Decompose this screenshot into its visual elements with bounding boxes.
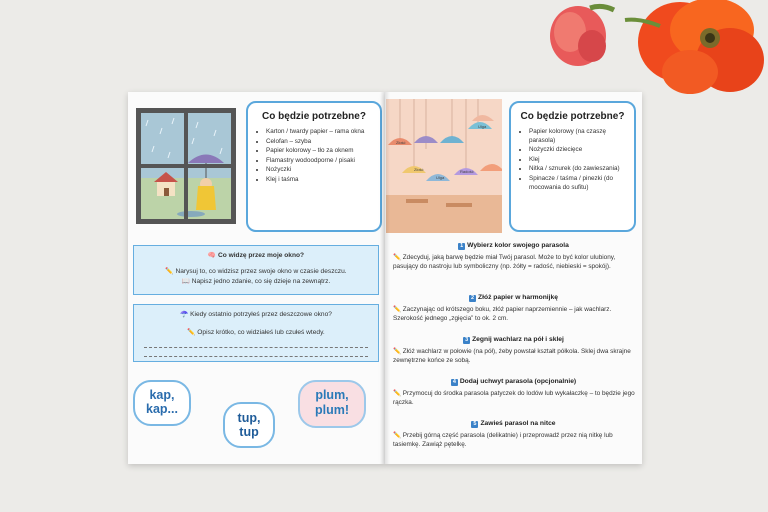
umbrella-label: Ulga [478,124,487,129]
answer-line [144,356,368,357]
prompt-line: 📖 Napisz jedno zdanie, co się dzieje na zewnątrz. [181,278,331,285]
materials-box [509,101,636,232]
step-number: 1 [460,243,464,249]
prompt-title: 🧠 Co widzę przez moje okno? [207,252,305,259]
step-title: 3 Zegnij wachlarz na pół i sklej [465,336,564,343]
list-item: • Nożyczki [266,166,374,175]
poppy-flower-image [530,0,768,100]
list-item: • Papier kolorowy – tło za oknem [266,147,374,156]
list-item: • Karton / twardy papier – rama okna [266,128,374,137]
speech-bubble: tup, tup [223,402,275,448]
umbrella-label: Radość [460,169,474,174]
list-item: • Nożyczki dziecięce [529,146,628,155]
step-title: 4 Dodaj uchwyt parasola (opcjonalnie) [452,378,577,385]
umbrellas-illustration [386,99,502,233]
rainy-window-illustration [136,108,236,224]
step-text: ✏️ Zdecyduj, jaką barwę będzie miał Twój parasol. Może to być kolor ulubiony, pasujący do nastroju lub symboliczny (np. żółty = radość, niebieski = spokój). [393,254,616,270]
prompt-line: ✏️ Opisz krótko, co widziałeś lub czułeś wtedy. [187,329,325,336]
umbrella-label: Ulga [436,175,445,180]
page-fold [380,92,390,464]
list-item: • Klej [529,156,628,165]
materials-list [254,128,374,185]
step-number: 3 [465,337,469,343]
materials-title: Co będzie potrzebne? [520,111,625,122]
booklet [128,92,642,464]
speech-bubble: plum, plum! [298,380,366,428]
list-item: • Klej i taśma [266,176,374,185]
list-item: • Papier kolorowy (na czaszę parasola) [529,128,628,145]
writing-prompt-box [133,304,379,362]
step-title: 5 Zawieś parasol na nitce [473,420,556,427]
materials-list [517,128,628,192]
prompt-line: ✏️ Narysuj to, co widzisz przez swoje okno w czasie deszczu. [165,268,347,275]
step-number: 2 [471,295,475,301]
step-number: 4 [452,379,456,385]
list-item: • Flamastry wodoodporne / pisaki [266,157,374,166]
step-title: 1 Wybierz kolor swojego parasola [460,242,569,249]
list-item: • Spinacze / taśma / pinezki (do mocowania do sufitu) [529,175,628,192]
umbrella-label: Złość [414,167,424,172]
left-page [128,92,385,464]
prompt-title: ☂️ Kiedy ostatnio potrzyłeś przez deszczowe okno? [180,311,332,318]
materials-title: Co będzie potrzebne? [262,111,366,122]
right-page [385,92,642,464]
list-item: • Celofan – szyba [266,138,374,147]
step-title: 2 Złóż papier w harmonijkę [471,294,558,301]
step-text: ✏️ Przymocuj do środka parasola patyczek do lodów lub wykałaczkę – to będzie jego rączka. [393,390,635,406]
umbrella-label: Złość [396,140,406,145]
step-number: 5 [473,421,477,427]
step-text: ✏️ Złóż wachlarz w połowie (na pół), żeby powstał kształt półkola. Sklej dwa skrajne zewnętrzne końce ze sobą. [393,348,631,364]
speech-bubble: kap, kap... [133,380,191,426]
step-text: ✏️ Przebij górną część parasola (delikatnie) i przeprowadź przez nią nitkę lub tasiemkę. Zawiąż pętelkę. [393,432,613,448]
answer-line [144,347,368,348]
step-text: ✏️ Zaczynając od krótszego boku, złóż papier naprzemiennie – jak wachlarz. Szerokość jednego „zgięcia” to ok. 2 cm. [393,306,612,322]
materials-box [246,101,382,232]
list-item: • Nitka / sznurek (do zawieszania) [529,165,628,174]
drawing-prompt-box [133,245,379,295]
